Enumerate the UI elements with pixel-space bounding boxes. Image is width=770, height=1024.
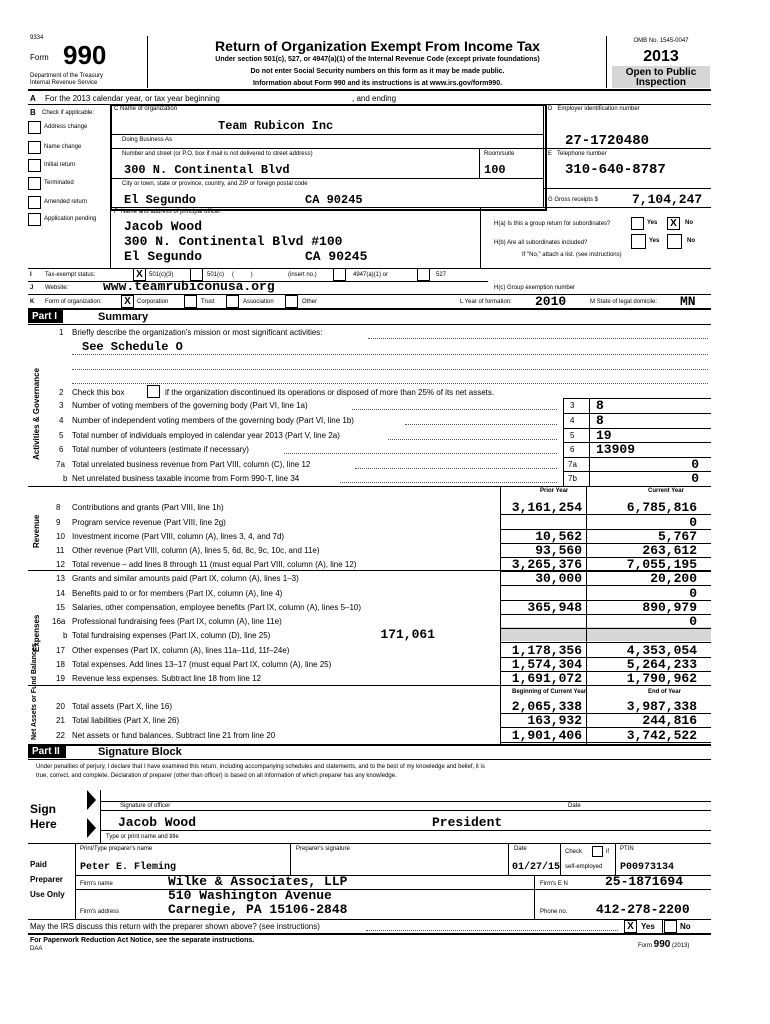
- line-19-current-value: 1,790,962: [626, 671, 697, 686]
- discuss-yes-checkbox[interactable]: X: [624, 920, 637, 933]
- line-6-box: 6: [570, 445, 575, 454]
- line-11-line-text: Other revenue (Part VIII, column (A), lines 5, 6d, 8c, 9c, 10c, and 11e): [72, 546, 320, 555]
- line-18-prior-value: 1,574,304: [511, 657, 582, 672]
- line-17-line-text: Other expenses (Part IX, column (A), lines 11a–11d, 11f–24e): [72, 646, 290, 655]
- initial-return-label: Initial return: [44, 162, 76, 168]
- street-label: Number and street (or P.O. box if mail is not delivered to street address): [122, 151, 313, 157]
- side-label-net-assets: Net Assets or Fund Balances: [31, 643, 38, 740]
- association-label: Association: [243, 299, 274, 305]
- name-change-label: Name change: [44, 144, 82, 150]
- hb-note: If "No," attach a list. (see instructions): [522, 252, 622, 258]
- line-10-line-number: 10: [56, 532, 65, 541]
- phone-label: Telephone number: [557, 151, 607, 157]
- here-label: Here: [30, 817, 57, 831]
- line-c-label: C: [114, 106, 119, 112]
- line-10-current-value: 5,767: [657, 529, 697, 544]
- preparer-name: Peter E. Fleming: [80, 862, 177, 873]
- state-domicile-label: M State of legal domicile:: [590, 299, 658, 305]
- info-link: Information about Form 990 and its instructions is at www.irs.gov/form990.: [252, 80, 503, 87]
- amended-return-label: Amended return: [44, 199, 88, 205]
- paperwork-notice: For Paperwork Reduction Act Notice, see the separate instructions.: [30, 937, 255, 944]
- line-7a-value: 0: [691, 457, 699, 472]
- firm-name: Wilke & Associates, LLP: [168, 874, 348, 889]
- line-b-line-text: Total fundraising expenses (Part IX, column (D), line 25): [72, 631, 271, 640]
- phone-value: 310-640-8787: [565, 162, 666, 178]
- line-8-prior-value: 3,161,254: [511, 500, 582, 515]
- line-4-box: 4: [570, 416, 575, 425]
- line-17-current-value: 4,353,054: [626, 643, 697, 658]
- 527-label: 527: [436, 272, 447, 278]
- discontinued-checkbox[interactable]: [147, 385, 160, 398]
- perjury-line-1: Under penalties of perjury, I declare that I have examined this return, including accompanying schedules and statements, and to the best of my knowledge and belief, it is: [36, 764, 485, 770]
- preparer-label: Preparer: [30, 875, 63, 884]
- type-name-title-label: Type or print name and title: [106, 834, 179, 840]
- line-8-current-value: 6,785,816: [626, 500, 697, 515]
- form-title: Return of Organization Exempt From Income Tax: [215, 38, 540, 54]
- line-e-label: E: [548, 151, 553, 157]
- ptin-label: PTIN: [620, 846, 634, 852]
- terminated-checkbox[interactable]: [28, 177, 41, 190]
- firm-name-label: Firm's name: [80, 881, 113, 887]
- hc-label: H(c) Group exemption number: [494, 285, 576, 291]
- line-19-prior-value: 1,691,072: [511, 671, 582, 686]
- line-13-line-number: 13: [56, 574, 65, 583]
- line-14-line-text: Benefits paid to or for members (Part IX, column (A), line 4): [72, 589, 283, 598]
- hb-yes-checkbox[interactable]: [631, 234, 646, 249]
- firm-phone: 412-278-2200: [596, 902, 690, 917]
- preparer-date-label: Date: [514, 846, 527, 852]
- application-pending-checkbox[interactable]: [28, 213, 41, 226]
- corporation-checkbox[interactable]: X: [121, 295, 134, 308]
- org-city: El Segundo: [124, 193, 197, 207]
- line-9-current-value: 0: [689, 515, 697, 530]
- discuss-yes-label: Yes: [641, 922, 655, 931]
- line-8-line-text: Contributions and grants (Part VIII, line 1h): [72, 503, 224, 512]
- dept-irs: Internal Revenue Service: [30, 80, 98, 86]
- part-2-tag: Part II: [28, 745, 66, 758]
- line-5-text: Total number of individuals employed in calendar year 2013 (Part V, line 2a): [72, 431, 340, 440]
- ha-yes-label: Yes: [647, 220, 658, 226]
- amended-return-checkbox[interactable]: [28, 196, 41, 209]
- check-if-applicable: Check if applicable:: [42, 110, 95, 116]
- preparer-sig-label: Preparer's signature: [296, 846, 350, 852]
- year-formation-value: 2010: [535, 294, 567, 309]
- firm-ein-label: Firm's E N: [540, 881, 568, 887]
- firm-address-1: 510 Washington Avenue: [168, 888, 332, 903]
- line-3-value: 8: [596, 398, 604, 413]
- line-b-line-number: b: [63, 631, 68, 640]
- omb-number: OMB No. 1545-0047: [633, 38, 689, 44]
- mission-value: See Schedule O: [82, 340, 183, 354]
- line-b-inline-value: 171,061: [340, 627, 435, 642]
- paid-label: Paid: [30, 860, 47, 869]
- 527-checkbox[interactable]: [417, 268, 430, 281]
- col-current-year: Current Year: [648, 488, 684, 494]
- ha-yes-checkbox[interactable]: [631, 217, 644, 230]
- application-pending-label: Application pending: [44, 216, 97, 222]
- line-13-prior-value: 30,000: [535, 571, 582, 586]
- ha-no-checkbox[interactable]: X: [667, 217, 680, 230]
- self-employed-checkbox[interactable]: [592, 846, 603, 857]
- line-1-text: Briefly describe the organization's mission or most significant activities:: [72, 328, 323, 337]
- officer-address: 300 N. Continental Blvd #100: [124, 234, 343, 249]
- insert-no-label: (insert no.): [288, 272, 317, 278]
- line-15-current-value: 890,979: [642, 600, 697, 615]
- footer-form-number: 990: [653, 939, 671, 950]
- officer-state-zip: CA 90245: [305, 249, 368, 264]
- line-5-value: 19: [596, 428, 612, 443]
- footer-form-year: (2013): [672, 943, 690, 949]
- association-checkbox[interactable]: [226, 295, 239, 308]
- check-label: Check: [565, 849, 583, 855]
- line-18-line-number: 18: [56, 660, 65, 669]
- name-change-checkbox[interactable]: [28, 141, 41, 154]
- form-number: 990: [63, 40, 107, 70]
- firm-ein: 25-1871694: [605, 874, 684, 889]
- gross-receipts-label: G Gross receipts $: [548, 197, 599, 203]
- line-k-label: K: [30, 299, 35, 305]
- line-22-line-number: 22: [56, 731, 65, 740]
- line-b-label: B: [30, 108, 36, 117]
- line-8-line-number: 8: [56, 503, 61, 512]
- org-state-zip: CA 90245: [305, 193, 363, 207]
- sign-date-label: Date: [568, 803, 581, 809]
- 4947-checkbox[interactable]: [333, 268, 346, 281]
- ssn-warning: Do not enter Social Security numbers on this form as it may be made public.: [250, 68, 505, 75]
- discuss-no-checkbox[interactable]: [664, 920, 677, 933]
- ha-question: H(a) Is this a group return for subordinates?: [494, 221, 611, 227]
- line-17-prior-value: 1,178,356: [511, 643, 582, 658]
- col-beginning-year: Beginning of Current Year: [512, 689, 587, 695]
- form-subtitle: Under section 501(c), 527, or 4947(a)(1) of the Internal Revenue Code (except private foundations): [215, 56, 540, 63]
- line-21-line-text: Total liabilities (Part X, line 26): [72, 716, 180, 725]
- line-11-line-number: 11: [56, 546, 65, 555]
- line-19-line-number: 19: [56, 674, 65, 683]
- side-label-governance: Activities & Governance: [32, 367, 41, 460]
- line-15-line-number: 15: [56, 603, 65, 612]
- hb-no-checkbox[interactable]: [667, 234, 682, 249]
- corporation-label: Corporation: [137, 299, 169, 305]
- line-7b-text: Net unrelated business taxable income from Form 990-T, line 34: [72, 474, 300, 483]
- open-to-public: Open to Public: [625, 67, 697, 78]
- line-a-text: For the 2013 calendar year, or tax year beginning: [45, 94, 220, 103]
- line-22-line-text: Net assets or fund balances. Subtract line 21 from line 20: [72, 731, 276, 740]
- org-street: 300 N. Continental Blvd: [124, 163, 290, 177]
- inspection: Inspection: [635, 77, 686, 88]
- line-22-prior-value: 1,901,406: [511, 728, 582, 743]
- state-domicile-value: MN: [680, 294, 696, 309]
- line-10-line-text: Investment income (Part VIII, column (A), lines 3, 4, and 7d): [72, 532, 285, 541]
- dept-treasury: Department of the Treasury: [30, 73, 104, 79]
- officer-city: El Segundo: [124, 249, 203, 264]
- trust-checkbox[interactable]: [184, 295, 197, 308]
- gross-receipts-value: 7,104,247: [632, 192, 703, 207]
- form-code: 9334: [30, 35, 44, 41]
- website-label: Website:: [45, 285, 69, 291]
- line-19-line-text: Revenue less expenses. Subtract line 18 from line 12: [72, 674, 261, 683]
- perjury-line-2: true, correct, and complete. Declaration of preparer (other than officer) is based on all information of which preparer has any knowledge.: [36, 773, 397, 779]
- line-15-prior-value: 365,948: [527, 600, 582, 615]
- line-14-current-value: 0: [689, 586, 697, 601]
- other-checkbox[interactable]: [285, 295, 298, 308]
- line-3-box: 3: [570, 401, 575, 410]
- hb-question: H(b) Are all subordinates included?: [494, 240, 588, 246]
- line-11-prior-value: 93,560: [535, 543, 582, 558]
- hb-no-label: No: [687, 238, 695, 244]
- form-label: Form: [30, 53, 49, 62]
- preparer-name-label: Print/Type preparer's name: [80, 846, 153, 852]
- line-j-label: J: [30, 285, 34, 291]
- org-name: Team Rubicon Inc: [218, 119, 334, 133]
- line-14-line-number: 14: [56, 589, 65, 598]
- line-21-prior-value: 163,932: [527, 713, 582, 728]
- line-15-line-text: Salaries, other compensation, employee benefits (Part IX, column (A), lines 5–10): [72, 603, 362, 612]
- sign-label: Sign: [30, 802, 56, 816]
- line-18-line-text: Total expenses. Add lines 13–17 (must equal Part IX, column (A), line 25): [72, 660, 332, 669]
- line-21-current-value: 244,816: [642, 713, 697, 728]
- line-20-prior-value: 2,065,338: [511, 699, 582, 714]
- line-10-prior-value: 10,562: [535, 529, 582, 544]
- line-12-line-number: 12: [56, 560, 65, 569]
- 501c3-checkbox[interactable]: X: [133, 268, 146, 281]
- line-3-text: Number of voting members of the governing body (Part VI, line 1a): [72, 401, 308, 410]
- 501c3-label: 501(c)(3): [149, 272, 174, 278]
- self-employed-label: self-employed: [565, 864, 603, 870]
- tax-exempt-status-label: Tax-exempt status:: [45, 272, 96, 278]
- firm-phone-label: Phone no.: [540, 909, 568, 915]
- line-a-ending: , and ending: [352, 94, 397, 103]
- line-4-value: 8: [596, 413, 604, 428]
- line-7b-value: 0: [691, 471, 699, 486]
- line-12-prior-value: 3,265,376: [511, 557, 582, 572]
- line-6-value: 13909: [596, 442, 636, 457]
- col-end-of-year: End of Year: [648, 689, 681, 695]
- signature-officer-label: Signature of officer: [120, 803, 171, 809]
- line-9-line-number: 9: [56, 518, 61, 527]
- line-16a-line-text: Professional fundraising fees (Part IX, column (A), line 11e): [72, 617, 282, 626]
- city-label: City or town, state or province, country, and ZIP or foreign postal code: [122, 181, 308, 187]
- firm-address-2: Carnegie, PA 15106-2848: [168, 902, 348, 917]
- officer-sign-title: President: [432, 815, 503, 830]
- line-7b-box: 7b: [568, 474, 577, 483]
- side-label-revenue: Revenue: [32, 514, 41, 548]
- ein-value: 27-1720480: [565, 133, 650, 149]
- line-13-line-text: Grants and similar amounts paid (Part IX, column (A), lines 1–3): [72, 574, 299, 583]
- 501c-label: 501(c): [207, 272, 225, 278]
- room-label: Room/suite: [484, 151, 515, 157]
- tax-year: 2013: [643, 48, 679, 65]
- line-7a-text: Total unrelated business revenue from Part VIII, column (C), line 12: [72, 460, 311, 469]
- officer-label: Name and address of principal officer:: [121, 209, 222, 215]
- if-label: if: [606, 849, 609, 855]
- line-6-text: Total number of volunteers (estimate if necessary): [72, 445, 249, 454]
- col-prior-year: Prior Year: [540, 488, 569, 494]
- terminated-label: Terminated: [44, 180, 74, 186]
- line-12-line-text: Total revenue – add lines 8 through 11 (must equal Part VIII, column (A), line 12): [72, 560, 357, 569]
- line-d-label: D: [548, 106, 553, 112]
- line-2-text-b: if the organization discontinued its operations or disposed of more than 25% of its net assets.: [165, 388, 495, 397]
- year-formation-label: L Year of formation:: [460, 299, 512, 305]
- org-name-label: Name of organization: [120, 106, 178, 112]
- line-a-label: A: [30, 94, 36, 103]
- trust-label: Trust: [201, 299, 215, 305]
- other-label: Other: [302, 299, 318, 305]
- line-i-label: I: [30, 272, 32, 278]
- line-22-current-value: 3,742,522: [626, 728, 697, 743]
- initial-return-checkbox[interactable]: [28, 159, 41, 172]
- side-label-expenses: Expenses: [32, 614, 41, 652]
- line-16a-current-value: 0: [689, 614, 697, 629]
- dba-label: Doing Business As: [122, 137, 173, 143]
- line-20-line-text: Total assets (Part X, line 16): [72, 702, 173, 711]
- use-only-label: Use Only: [30, 890, 65, 899]
- website-value[interactable]: www.teamrubiconusa.org: [103, 279, 275, 294]
- footer-form-label: Form: [638, 943, 652, 949]
- preparer-ptin: P00973134: [620, 862, 675, 873]
- line-4-text: Number of independent voting members of the governing body (Part VI, line 1b): [72, 416, 354, 425]
- form-of-org-label: Form of organization:: [45, 299, 102, 305]
- line-9-line-text: Program service revenue (Part VIII, line 2g): [72, 518, 226, 527]
- firm-address-label: Firm's address: [80, 909, 120, 915]
- discuss-no-label: No: [680, 922, 691, 931]
- line-11-current-value: 263,612: [642, 543, 697, 558]
- line-5-box: 5: [570, 431, 575, 440]
- line-20-current-value: 3,987,338: [626, 699, 697, 714]
- line-7a-box: 7a: [568, 460, 577, 469]
- org-room: 100: [484, 163, 506, 177]
- discuss-question: May the IRS discuss this return with the preparer shown above? (see instructions): [30, 922, 320, 931]
- ein-label: Employer identification number: [557, 106, 640, 112]
- line-13-current-value: 20,200: [650, 571, 697, 586]
- officer-name: Jacob Wood: [124, 219, 203, 234]
- line-20-line-number: 20: [56, 702, 65, 711]
- ha-no-label: No: [685, 220, 693, 226]
- daa-label: DAA: [30, 946, 43, 952]
- part-1-title: Summary: [98, 311, 149, 323]
- part-2-title: Signature Block: [98, 746, 182, 758]
- preparer-date: 01/27/15: [512, 862, 561, 873]
- address-change-checkbox[interactable]: [28, 121, 41, 134]
- officer-sign-name: Jacob Wood: [118, 815, 197, 830]
- part-1-tag: Part I: [28, 310, 63, 323]
- line-18-current-value: 5,264,233: [626, 657, 697, 672]
- line-2-text: Check this box: [72, 388, 125, 397]
- line-12-current-value: 7,055,195: [626, 557, 697, 572]
- line-17-line-number: 17: [56, 646, 65, 655]
- line-21-line-number: 21: [56, 716, 65, 725]
- line-16a-line-number: 16a: [52, 617, 66, 626]
- 4947-label: 4947(a)(1) or: [353, 272, 389, 278]
- line-f-label: F: [114, 209, 118, 215]
- hb-yes-label: Yes: [649, 238, 660, 244]
- address-change-label: Address change: [44, 124, 88, 130]
